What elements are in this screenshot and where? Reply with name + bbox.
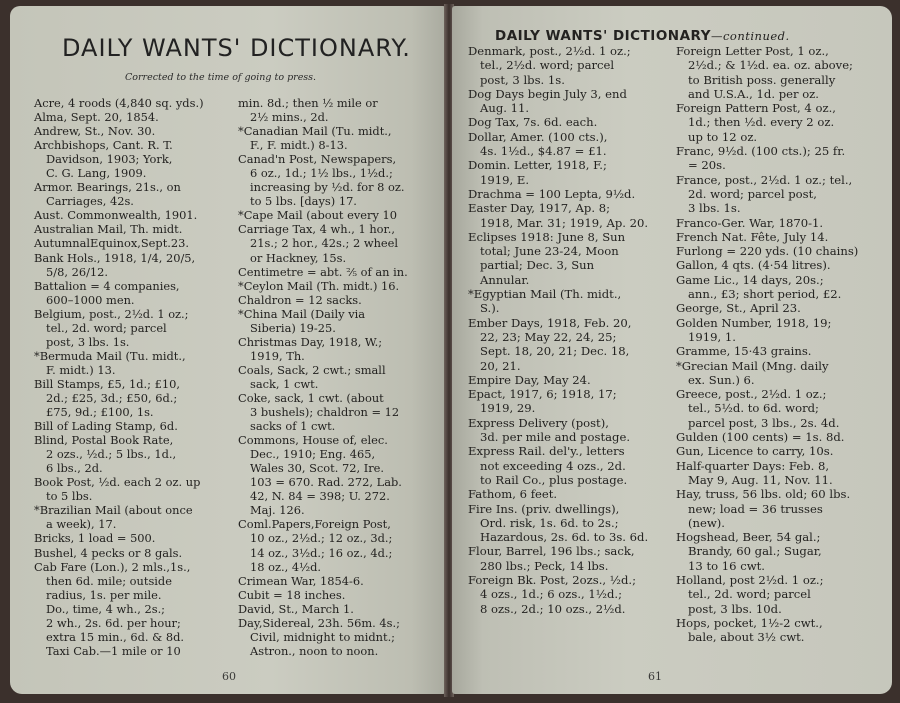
dictionary-entry: Golden Number, 1918, 19; 1919, 1. (676, 315, 832, 344)
left-column-2 (238, 96, 438, 658)
dictionary-entry: Holland, post 2½d. 1 oz.; tel., 2d. word; parcel post, 3 lbs. 10d. (676, 572, 824, 616)
continued-title (495, 28, 790, 44)
dictionary-entry: Blind, Postal Book Rate, 2 ozs., ½d.; 5 lbs., 1d., 6 lbs., 2d. (34, 433, 177, 476)
dictionary-entry: Coml.Papers,Foreign Post, 10 oz., 2½d.; 12 oz., 3d.; 14 oz., 3½d.; 16 oz., 4d.; 18 oz., 4½d. (238, 517, 393, 574)
dictionary-entry: Dollar, Amer. (100 cts.), 4s. 1½d., $4.87 = £1. (468, 129, 608, 159)
dictionary-entry: Alma, Sept. 20, 1854. (34, 110, 159, 125)
dictionary-entry: Coals, Sack, 2 cwt.; small sack, 1 cwt. (238, 362, 386, 391)
dictionary-entry: Game Lic., 14 days, 20s.; ann., £3; short period, £2. (676, 272, 842, 302)
dictionary-entry: Dog Tax, 7s. 6d. each. (468, 115, 598, 130)
dictionary-entry: Commons, House of, elec. Dec., 1910; Eng. 465, Wales 30, Scot. 72, Ire. 103 = 670. Rad. 272, Lab. 42, N. 84 = 398; U. 272. Maj. 126. (238, 433, 402, 518)
dictionary-entry: Franc, 9½d. (100 cts.); 25 fr. = 20s. (676, 144, 846, 173)
dictionary-entry: Cab Fare (Lon.), 2 mls.,1s., then 6d. mile; outside radius, 1s. per mile. Do., time, 4 wh., 2s.; 2 wh., 2s. 6d. per hour; extra 15 min., 6d. & 8d. Taxi Cab.—1 mile or 10 (34, 559, 191, 658)
dictionary-entry: Foreign Bk. Post, 2ozs., ½d.; 4 ozs., 1d.; 6 ozs., 1½d.; 8 ozs., 2d.; 10 ozs., 2½d. (468, 572, 637, 616)
dictionary-entry: Bank Hols., 1918, 1/4, 20/5, 5/8, 26/12. (34, 250, 196, 279)
dictionary-entry: Express Rail. del'y., letters not exceeding 4 ozs., 2d. to Rail Co., plus postage. (468, 444, 628, 487)
page-title: DAILY WANTS' DICTIONARY. (62, 34, 411, 62)
dictionary-entry: AutumnalEquinox,Sept.23. (34, 236, 190, 251)
dictionary-entry: French Nat. Fête, July 14. (676, 229, 829, 244)
dictionary-entry: *China Mail (Daily via Siberia) 19-25. (238, 306, 366, 335)
dictionary-entry: Belgium, post., 2½d. 1 oz.; tel., 2d. word; parcel post, 3 lbs. 1s. (34, 306, 189, 349)
dictionary-entry: Gun, Licence to carry, 10s. (676, 444, 834, 459)
dictionary-entry: Hogshead, Beer, 54 gal.; Brandy, 60 gal.; Sugar, 13 to 16 cwt. (676, 530, 822, 573)
dictionary-entry: Bill of Lading Stamp, 6d. (34, 419, 178, 434)
dictionary-entry: Greece, post., 2½d. 1 oz.; tel., 5½d. to 6d. word; parcel post, 3 lbs., 2s. 4d. (676, 387, 840, 430)
dictionary-entry: min. 8d.; then ½ mile or 2½ mins., 2d. (238, 96, 378, 125)
dictionary-entry: Archbishops, Cant. R. T. Davidson, 1903; York, C. G. Lang, 1909. (34, 138, 173, 181)
dictionary-entry: Express Delivery (post), 3d. per mile and postage. (468, 415, 631, 445)
dictionary-entry: Acre, 4 roods (4,840 sq. yds.) (34, 96, 204, 110)
dictionary-entry: Denmark, post., 2½d. 1 oz.; tel., 2½d. word; parcel post, 3 lbs. 1s. (468, 44, 631, 87)
dictionary-entry: Christmas Day, 1918, W.; 1919, Th. (238, 334, 383, 363)
dictionary-entry: Flour, Barrel, 196 lbs.; sack, 280 lbs.; Peck, 14 lbs. (468, 544, 635, 573)
dictionary-entry: Bricks, 1 load = 500. (34, 531, 156, 546)
dictionary-entry: Armor. Bearings, 21s., on Carriages, 42s. (34, 180, 181, 209)
dictionary-entry: Bill Stamps, £5, 1d.; £10, 2d.; £25, 3d.; £50, 6d.; £75, 9d.; £100, 1s. (34, 376, 180, 420)
right-column-2 (676, 44, 880, 644)
dictionary-entry: *Brazilian Mail (about once a week), 17. (34, 503, 193, 532)
dictionary-entry: *Egyptian Mail (Th. midt., S.). (468, 287, 622, 316)
page-subtitle: Corrected to the time of going to press. (125, 72, 317, 83)
dictionary-entry: Book Post, ½d. each 2 oz. up to 5 lbs. (34, 475, 201, 504)
dictionary-entry: Half-quarter Days: Feb. 8, May 9, Aug. 11, Nov. 11. (676, 458, 833, 487)
dictionary-entry: Eclipses 1918: June 8, Sun total; June 23-24, Moon partial; Dec. 3, Sun Annular. (468, 229, 626, 287)
dictionary-entry: George, St., April 23. (676, 301, 801, 316)
dictionary-entry: Day,Sidereal, 23h. 56m. 4s.; Civil, midnight to midnt.; Astron., noon to noon. (238, 615, 400, 658)
dictionary-entry: *Bermuda Mail (Tu. midt., F. midt.) 13. (34, 348, 186, 377)
dictionary-entry: Cubit = 18 inches. (238, 587, 346, 602)
dictionary-entry: Drachma = 100 Lepta, 9½d. (468, 186, 636, 201)
dictionary-entry: France, post., 2½d. 1 oz.; tel., 2d. word; parcel post, 3 lbs. 1s. (676, 172, 853, 216)
dictionary-entry: Ember Days, 1918, Feb. 20, 22, 23; May 22, 24, 25; Sept. 18, 20, 21; Dec. 18, 20, 21. (468, 315, 632, 373)
dictionary-entry: Gallon, 4 qts. (4·54 litres). (676, 258, 831, 273)
dictionary-entry: Epact, 1917, 6; 1918, 17; 1919, 29. (468, 387, 617, 416)
dictionary-entry: Easter Day, 1917, Ap. 8; 1918, Mar. 31; 1919, Ap. 20. (468, 201, 649, 230)
right-page (452, 6, 892, 694)
continued-suffix: —continued. (710, 29, 790, 43)
dictionary-entry: *Canadian Mail (Tu. midt., F., F. midt.) 8-13. (238, 124, 392, 153)
dictionary-entry: Centimetre = abt. ⅖ of an in. (238, 264, 408, 279)
dictionary-entry: Empire Day, May 24. (468, 372, 591, 387)
dictionary-entry: Franco-Ger. War, 1870-1. (676, 215, 824, 230)
dictionary-entry: Fathom, 6 feet. (468, 487, 558, 502)
dictionary-entry: Furlong = 220 yds. (10 chains) (676, 244, 859, 259)
dictionary-entry: *Grecian Mail (Mng. daily ex. Sun.) 6. (676, 358, 829, 387)
dictionary-entry: Australian Mail, Th. midt. (34, 222, 183, 237)
dictionary-entry: Gramme, 15·43 grains. (676, 344, 812, 359)
dictionary-entry: Andrew, St., Nov. 30. (34, 124, 156, 139)
dictionary-entry: Hay, truss, 56 lbs. old; 60 lbs. new; load = 36 trusses (new). (676, 487, 851, 530)
dictionary-entry: *Ceylon Mail (Th. midt.) 16. (238, 278, 400, 293)
dictionary-entry: David, St., March 1. (238, 601, 354, 616)
dictionary-entry: Foreign Letter Post, 1 oz., 2½d.; & 1½d. ea. oz. above; to British poss. generally and U.S.A., 1d. per oz. (676, 44, 853, 101)
page-number: 61 (648, 670, 662, 683)
continued-title-text: DAILY WANTS' DICTIONARY (495, 28, 711, 44)
dictionary-entry: Bushel, 4 pecks or 8 gals. (34, 545, 183, 560)
dictionary-entry: Domin. Letter, 1918, F.; 1919, E. (468, 158, 607, 187)
dictionary-entry: Gulden (100 cents) = 1s. 8d. (676, 430, 845, 445)
page-number: 60 (222, 670, 236, 683)
dictionary-entry: Foreign Pattern Post, 4 oz., 1d.; then ½d. every 2 oz. up to 12 oz. (676, 101, 836, 144)
dictionary-entry: Crimean War, 1854-6. (238, 573, 364, 588)
dictionary-entry: Fire Ins. (priv. dwellings), Ord. risk, 1s. 6d. to 2s.; Hazardous, 2s. 6d. to 3s. 6d. (468, 501, 649, 545)
dictionary-entry: *Cape Mail (about every 10 (238, 208, 398, 223)
dictionary-entry: Hops, pocket, 1½-2 cwt., bale, about 3½ cwt. (676, 615, 823, 645)
dictionary-entry: Canad'n Post, Newspapers, 6 oz., 1d.; 1½ lbs., 1½d.; increasing by ½d. for 8 oz. to 5 lbs. [days) 17. (238, 152, 405, 209)
left-page (10, 6, 446, 694)
dictionary-entry: Chaldron = 12 sacks. (238, 292, 362, 307)
left-column-1 (34, 96, 234, 658)
dictionary-entry: Dog Days begin July 3, end Aug. 11. (468, 86, 627, 116)
dictionary-entry: Aust. Commonwealth, 1901. (34, 208, 198, 223)
dictionary-entry: Coke, sack, 1 cwt. (about 3 bushels); chaldron = 12 sacks of 1 cwt. (238, 390, 400, 434)
dictionary-entry: Carriage Tax, 4 wh., 1 hor., 21s.; 2 hor., 42s.; 2 wheel or Hackney, 15s. (238, 222, 399, 265)
right-column-1 (468, 44, 668, 616)
dictionary-entry: Battalion = 4 companies, 600–1000 men. (34, 278, 180, 307)
